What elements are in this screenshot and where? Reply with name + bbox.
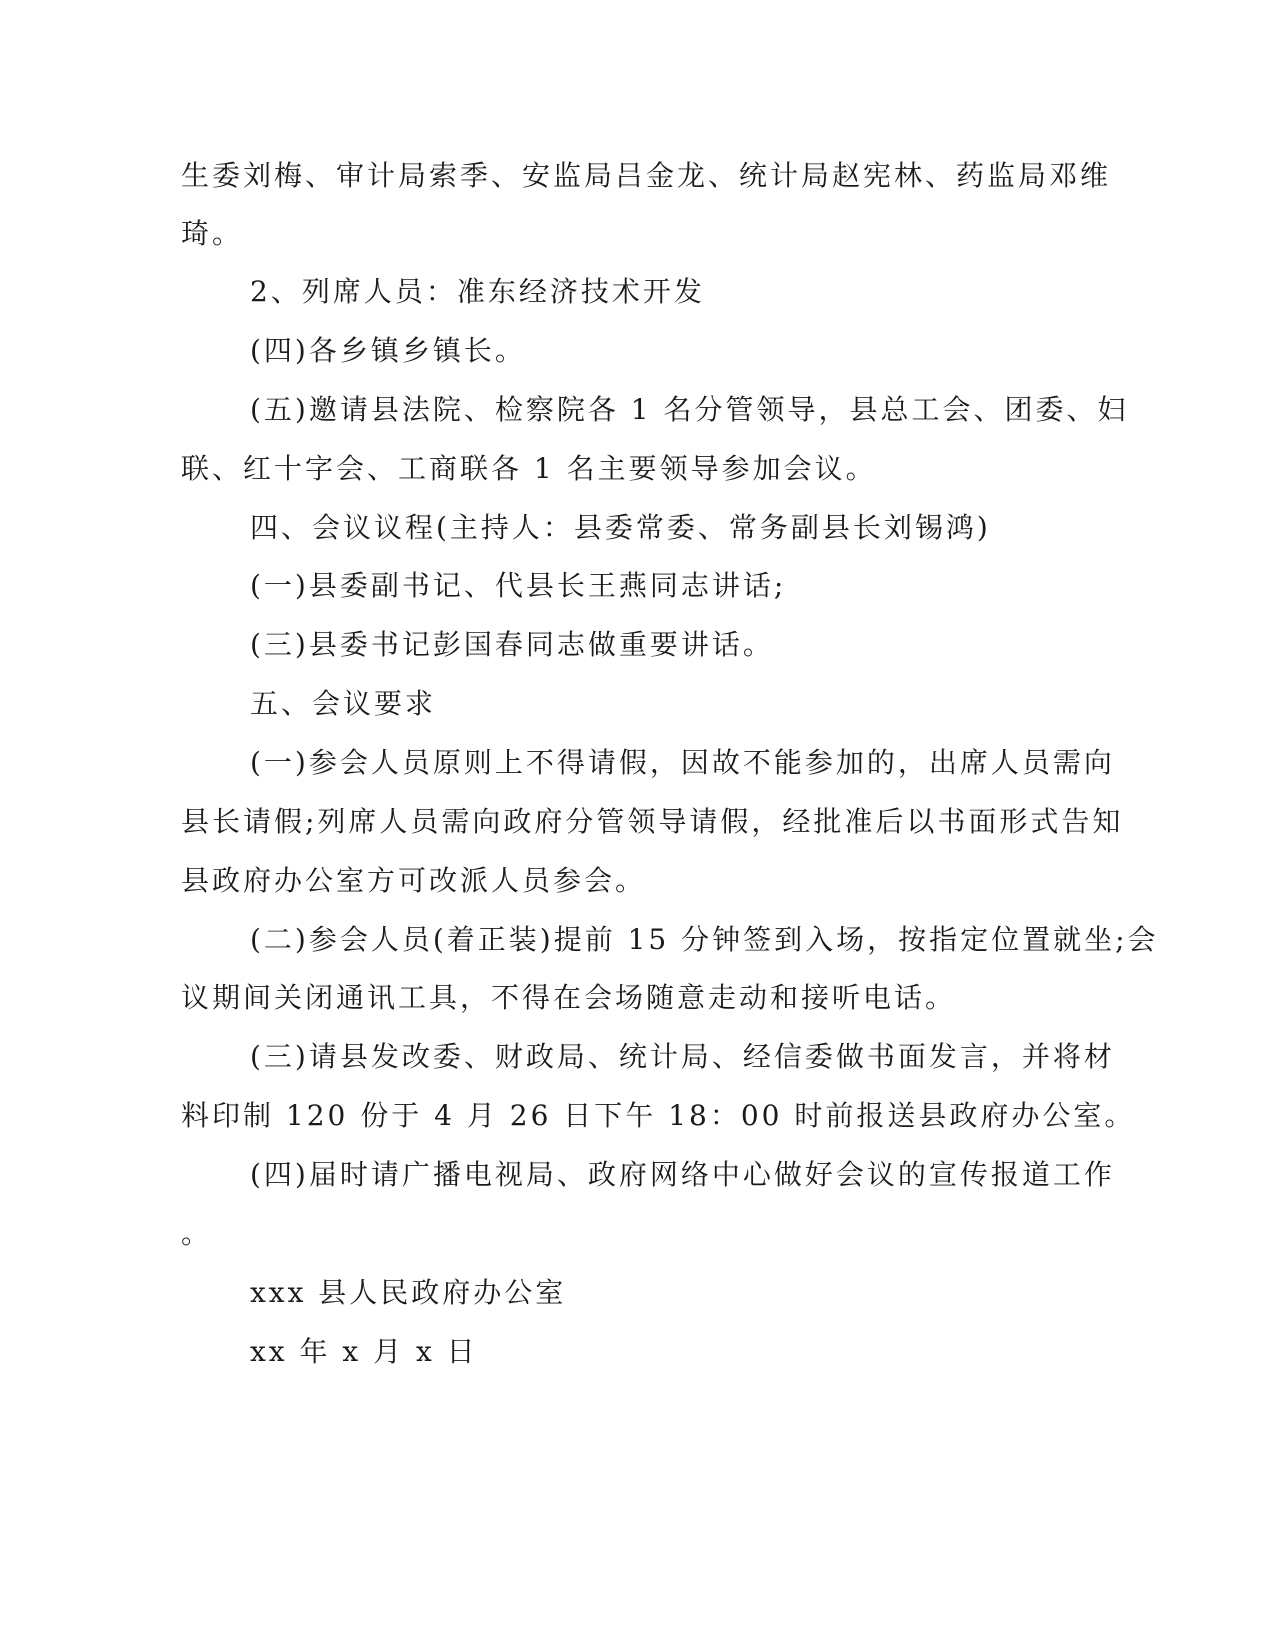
paragraph-p11-line-1: (三)请县发改委、财政局、统计局、经信委做书面发言，并将材	[250, 1040, 1115, 1073]
signature-date: xx 年 x 月 x 日	[250, 1335, 478, 1368]
paragraph-p1-line-1: 生委刘梅、审计局索季、安监局吕金龙、统计局赵宪林、药监局邓维	[181, 159, 1112, 192]
paragraph-p3: (四)各乡镇乡镇长。	[250, 334, 526, 367]
section-heading-requirements: 五、会议要求	[250, 687, 437, 720]
paragraph-p9-line-2: 县长请假;列席人员需向政府分管领导请假，经批准后以书面形式告知	[181, 805, 1124, 838]
paragraph-p2: 2、列席人员：准东经济技术开发	[250, 275, 705, 308]
paragraph-p4-line-1: (五)邀请县法院、检察院各 1 名分管领导，县总工会、团委、妇	[250, 393, 1129, 426]
paragraph-p11-line-2: 料印制 120 份于 4 月 26 日下午 18：00 时前报送县政府办公室。	[181, 1099, 1136, 1132]
section-heading-agenda: 四、会议议程(主持人：县委常委、常务副县长刘锡鸿)	[250, 511, 991, 544]
signature-office: xxx 县人民政府办公室	[250, 1276, 567, 1309]
paragraph-p7: (三)县委书记彭国春同志做重要讲话。	[250, 628, 774, 661]
paragraph-p9-line-3: 县政府办公室方可改派人员参会。	[181, 864, 647, 897]
paragraph-p12-line-1: (四)届时请广播电视局、政府网络中心做好会议的宣传报道工作	[250, 1158, 1115, 1191]
paragraph-p1-line-2: 琦。	[181, 217, 244, 250]
paragraph-p6: (一)县委副书记、代县长王燕同志讲话;	[250, 569, 787, 602]
paragraph-p10-line-1: (二)参会人员(着正装)提前 15 分钟签到入场，按指定位置就坐;会	[250, 923, 1159, 956]
paragraph-p10-line-2: 议期间关闭通讯工具，不得在会场随意走动和接听电话。	[181, 981, 957, 1014]
paragraph-p9-line-1: (一)参会人员原则上不得请假，因故不能参加的，出席人员需向	[250, 746, 1115, 779]
paragraph-p12-line-2: 。	[181, 1217, 213, 1250]
paragraph-p4-line-2: 联、红十字会、工商联各 1 名主要领导参加会议。	[181, 452, 877, 485]
